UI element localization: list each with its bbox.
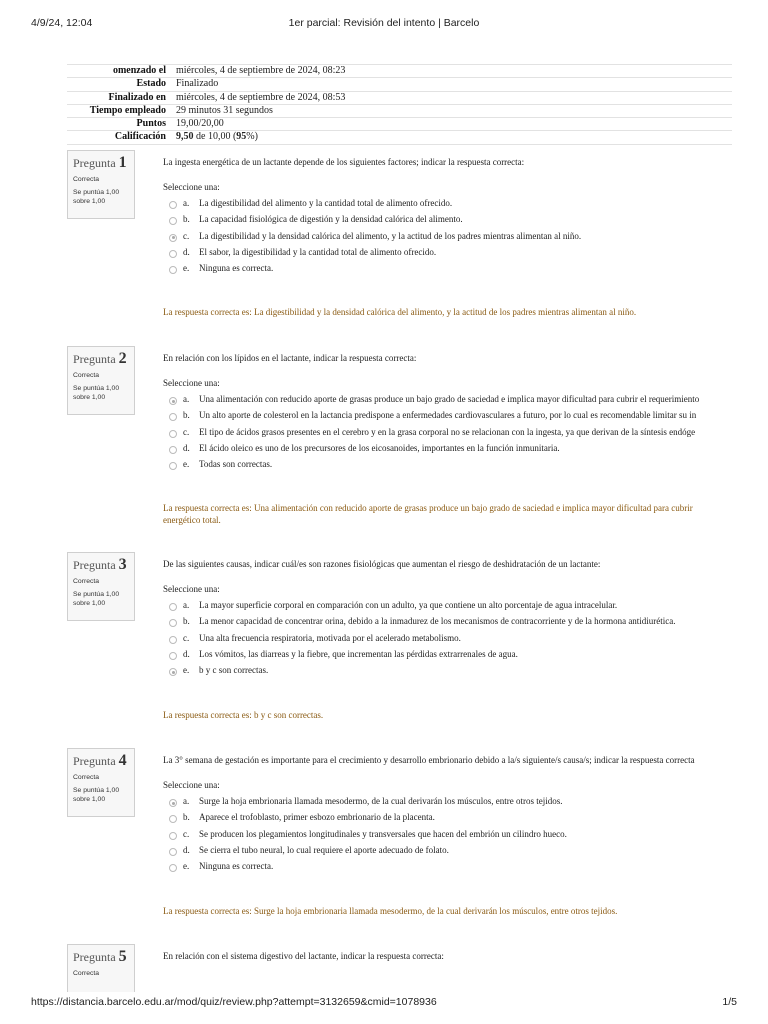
- grade-max: de 10,00 (: [193, 131, 237, 143]
- option-text: La digestibilidad y la densidad calórica del alimento, y la actitud de los padres mientras alimentan al niño.: [199, 230, 582, 241]
- radio-button[interactable]: [169, 864, 177, 872]
- summary-label: omenzado el: [112, 65, 166, 76]
- option-text: La menor capacidad de concentrar orina, debido a la inmadurez de los mecanismos de contracorriente y de la hormona antidiurética.: [199, 616, 676, 627]
- summary-row-grade: [67, 131, 732, 144]
- option-letter: c.: [183, 828, 190, 839]
- answer-option[interactable]: [163, 811, 732, 827]
- correct-answer-feedback: [163, 502, 732, 526]
- answer-options: [163, 795, 732, 876]
- answer-option[interactable]: [163, 426, 732, 442]
- question-grade: [73, 189, 129, 206]
- question-content: [163, 950, 732, 962]
- print-url: https://distancia.barcelo.edu.ar/mod/quiz/review.php?attempt=3132659&cmid=1078936: [31, 996, 437, 1008]
- option-letter: e.: [183, 861, 190, 872]
- option-letter: b.: [183, 214, 190, 225]
- question-content: [163, 156, 732, 278]
- question-heading: [73, 752, 129, 770]
- option-letter: c.: [183, 632, 190, 643]
- option-text: El tipo de ácidos grasos presentes en el cerebro y en la grasa corporal no se relacionan con la ingesta, ya que derivan de la síntesis endóge: [199, 426, 696, 437]
- option-text: El sabor, la digestibilidad y la cantidad total de alimento ofrecido.: [199, 246, 437, 257]
- option-text: Una alimentación con reducido aporte de grasas produce un bajo grado de saciedad e implica mayor dificultad para cubrir el requerimiento: [199, 394, 700, 404]
- correct-answer-feedback: La respuesta correcta es: b y c son correctas.: [163, 710, 324, 720]
- answer-options: [163, 393, 732, 474]
- radio-button[interactable]: [169, 413, 177, 421]
- correct-answer-line: energético total.: [163, 515, 221, 525]
- summary-row-points: [67, 118, 732, 131]
- question-number: 2: [118, 350, 127, 367]
- question-text: En relación con los lípidos en el lactante, indicar la respuesta correcta:: [163, 353, 417, 363]
- radio-button[interactable]: [169, 652, 177, 660]
- option-text: Un alto aporte de colesterol en la lactancia predispone a enfermedades cardiovasculares a futuro, por lo cual es recomendable limitar su in: [199, 410, 697, 421]
- option-letter: a.: [183, 600, 190, 610]
- answer-option[interactable]: [163, 197, 732, 213]
- question-label: Pregunta: [73, 950, 116, 964]
- answer-option[interactable]: [163, 795, 732, 811]
- question-content: [163, 558, 732, 680]
- option-text: Ninguna es correcta.: [199, 861, 274, 872]
- summary-label: Finalizado en: [108, 91, 166, 103]
- radio-button-selected[interactable]: [169, 799, 177, 807]
- summary-row-finished: [67, 92, 732, 105]
- radio-button[interactable]: [169, 217, 177, 225]
- answer-option[interactable]: [163, 860, 732, 876]
- answer-option[interactable]: [163, 246, 732, 262]
- option-letter: c.: [183, 426, 190, 437]
- answer-option[interactable]: [163, 213, 732, 229]
- option-text: Los vómitos, las diarreas y la fiebre, que incrementan las pérdidas extrarrenales de agua.: [199, 648, 518, 659]
- question-info-box: [67, 346, 135, 415]
- summary-label: Tiempo empleado: [89, 104, 166, 116]
- radio-button[interactable]: [169, 848, 177, 856]
- radio-button-selected[interactable]: [169, 668, 177, 676]
- answer-option[interactable]: [163, 442, 732, 458]
- page-number: 1/5: [722, 996, 737, 1008]
- question-grade-line: Se puntúa 1,00: [73, 787, 120, 794]
- summary-row-started: [67, 65, 732, 78]
- answer-option[interactable]: [163, 664, 732, 680]
- option-letter: b.: [183, 616, 190, 627]
- radio-button[interactable]: [169, 832, 177, 840]
- question-grade-line: Se puntúa 1,00: [73, 189, 120, 196]
- print-date: 4/9/24, 12:04: [31, 17, 93, 29]
- question-content: [163, 754, 732, 876]
- radio-button[interactable]: [169, 430, 177, 438]
- summary-label: Calificación: [114, 131, 166, 143]
- question-heading: [73, 154, 129, 172]
- select-one-label: Seleccione una:: [163, 584, 220, 594]
- option-letter: d.: [183, 844, 190, 855]
- option-text: La digestibilidad del alimento y la cantidad total de alimento ofrecido.: [199, 198, 453, 208]
- answer-options: [163, 197, 732, 278]
- option-text: b y c son correctas.: [199, 665, 269, 676]
- correct-answer-feedback: La respuesta correcta es: La digestibilidad y la densidad calórica del alimento, y la actitud de los padres mientras alimentan al niño.: [163, 307, 637, 317]
- radio-button-selected[interactable]: [169, 234, 177, 242]
- summary-value: miércoles, 4 de septiembre de 2024, 08:23: [176, 65, 346, 76]
- answer-option[interactable]: [163, 409, 732, 425]
- question-label: Pregunta: [73, 754, 116, 768]
- option-letter: c.: [183, 230, 190, 241]
- option-text: Surge la hoja embrionaria llamada mesodermo, de la cual derivarán los músculos, entre otros tejidos.: [199, 796, 563, 806]
- radio-button[interactable]: [169, 250, 177, 258]
- option-text: Ninguna es correcta.: [199, 263, 274, 274]
- option-letter: e.: [183, 459, 190, 470]
- option-letter: a.: [183, 796, 190, 806]
- question-number: 3: [118, 556, 127, 573]
- summary-label: Puntos: [136, 118, 166, 130]
- summary-value: 19,00/20,00: [176, 118, 224, 130]
- radio-button[interactable]: [169, 201, 177, 209]
- answer-option[interactable]: [163, 458, 732, 474]
- question-label: Pregunta: [73, 558, 116, 572]
- question-status: Correcta: [73, 774, 100, 781]
- select-one-label: Seleccione una:: [163, 182, 220, 192]
- print-header: [31, 17, 737, 31]
- option-letter: a.: [183, 394, 190, 404]
- radio-button[interactable]: [169, 462, 177, 470]
- radio-button[interactable]: [169, 603, 177, 611]
- answer-options: [163, 599, 732, 680]
- question-label: Pregunta: [73, 156, 116, 170]
- option-letter: e.: [183, 665, 190, 676]
- question-heading: [73, 556, 129, 574]
- radio-button[interactable]: [169, 815, 177, 823]
- option-letter: b.: [183, 410, 190, 421]
- question-status: Correcta: [73, 578, 100, 585]
- radio-button[interactable]: [169, 446, 177, 454]
- grade-score: 9,50: [176, 131, 194, 143]
- summary-value: Finalizado: [176, 78, 219, 90]
- question-number: 4: [118, 752, 127, 769]
- answer-option[interactable]: [163, 262, 732, 278]
- summary-row-state: [67, 78, 732, 91]
- summary-value: 29 minutos 31 segundos: [176, 104, 273, 116]
- question-grade-line: sobre 1,00: [73, 795, 106, 803]
- print-title: 1er parcial: Revisión del intento | Barcelo: [288, 17, 480, 29]
- correct-answer-feedback: La respuesta correcta es: Surge la hoja embrionaria llamada mesodermo, de la cual derivarán los músculos, entre otros tejidos.: [163, 906, 618, 916]
- radio-button[interactable]: [169, 619, 177, 627]
- answer-option[interactable]: [163, 648, 732, 664]
- option-letter: b.: [183, 812, 190, 823]
- select-one-label: Seleccione una:: [163, 378, 220, 388]
- question-grade: [73, 787, 129, 804]
- option-text: Se producen los plegamientos longitudinales y transversales que hacen del embrión un cilindro hueco.: [199, 828, 567, 839]
- question-grade-line: sobre 1,00: [73, 197, 106, 205]
- question-grade-line: sobre 1,00: [73, 599, 106, 607]
- answer-option[interactable]: [163, 844, 732, 860]
- answer-option[interactable]: [163, 632, 732, 648]
- grade-suffix: %): [246, 131, 258, 143]
- question-grade-line: sobre 1,00: [73, 393, 106, 401]
- question-heading: [73, 948, 129, 966]
- option-letter: d.: [183, 648, 190, 659]
- option-text: La capacidad fisiológica de digestión y la densidad calórica del alimento.: [199, 214, 463, 225]
- question-text: La ingesta energética de un lactante depende de los siguientes factores; indicar la respuesta correcta:: [163, 157, 525, 167]
- option-text: Aparece el trofoblasto, primer esbozo embrionario de la placenta.: [199, 812, 435, 823]
- print-footer: [31, 996, 737, 1010]
- option-text: La mayor superficie corporal en comparación con un adulto, ya que contiene un alto porcentaje de agua intracelular.: [199, 600, 618, 610]
- radio-button-selected[interactable]: [169, 397, 177, 405]
- answer-option[interactable]: [163, 599, 732, 615]
- question-info-box: [67, 552, 135, 621]
- grade-percent: 95: [236, 131, 247, 143]
- option-text: Todas son correctas.: [199, 459, 273, 470]
- question-status: Correcta: [73, 970, 100, 977]
- question-grade: [73, 591, 129, 608]
- summary-label: Estado: [136, 78, 166, 90]
- answer-option[interactable]: [163, 230, 732, 246]
- answer-option[interactable]: [163, 393, 732, 409]
- answer-option[interactable]: [163, 828, 732, 844]
- question-info-box: [67, 748, 135, 817]
- option-letter: d.: [183, 442, 190, 453]
- correct-answer-line: La respuesta correcta es: Una alimentación con reducido aporte de grasas produce un bajo grado de saciedad e implica mayor dificultad para cubrir: [163, 503, 693, 513]
- radio-button[interactable]: [169, 636, 177, 644]
- question-grade: [73, 385, 129, 402]
- question-grade-line: Se puntúa 1,00: [73, 385, 120, 392]
- option-letter: e.: [183, 263, 190, 274]
- question-grade-line: Se puntúa 1,00: [73, 591, 120, 598]
- question-text: En relación con el sistema digestivo del lactante, indicar la respuesta correcta:: [163, 951, 444, 961]
- answer-option[interactable]: [163, 615, 732, 631]
- question-heading: [73, 350, 129, 368]
- option-text: Una alta frecuencia respiratoria, motivada por el acelerado metabolismo.: [199, 632, 461, 643]
- option-text: El ácido oleico es uno de los precursores de los eicosanoides, importantes en la función inmunitaria.: [199, 442, 560, 453]
- option-letter: d.: [183, 246, 190, 257]
- question-text: De las siguientes causas, indicar cuál/es son razones fisiológicas que aumentan el riesgo de deshidratación de un lactante:: [163, 559, 601, 569]
- select-one-label: Seleccione una:: [163, 780, 220, 790]
- option-letter: a.: [183, 198, 190, 208]
- question-status: Correcta: [73, 176, 100, 183]
- option-text: Se cierra el tubo neural, lo cual requiere el aporte adecuado de folato.: [199, 844, 449, 855]
- summary-grade-value: [176, 131, 258, 143]
- question-number: 1: [118, 154, 127, 171]
- attempt-summary-table: [67, 64, 732, 145]
- question-status: Correcta: [73, 372, 100, 379]
- summary-row-time-taken: [67, 105, 732, 118]
- question-content: [163, 352, 732, 474]
- question-info-box: [67, 150, 135, 219]
- question-number: 5: [118, 948, 127, 965]
- question-label: Pregunta: [73, 352, 116, 366]
- summary-value: miércoles, 4 de septiembre de 2024, 08:53: [176, 91, 346, 103]
- question-info-box: [67, 944, 135, 992]
- radio-button[interactable]: [169, 266, 177, 274]
- question-text: La 3° semana de gestación es importante para el crecimiento y desarrollo embrionario debido a la/s siguiente/s causa/s; indicar la respuesta correcta: [163, 755, 695, 765]
